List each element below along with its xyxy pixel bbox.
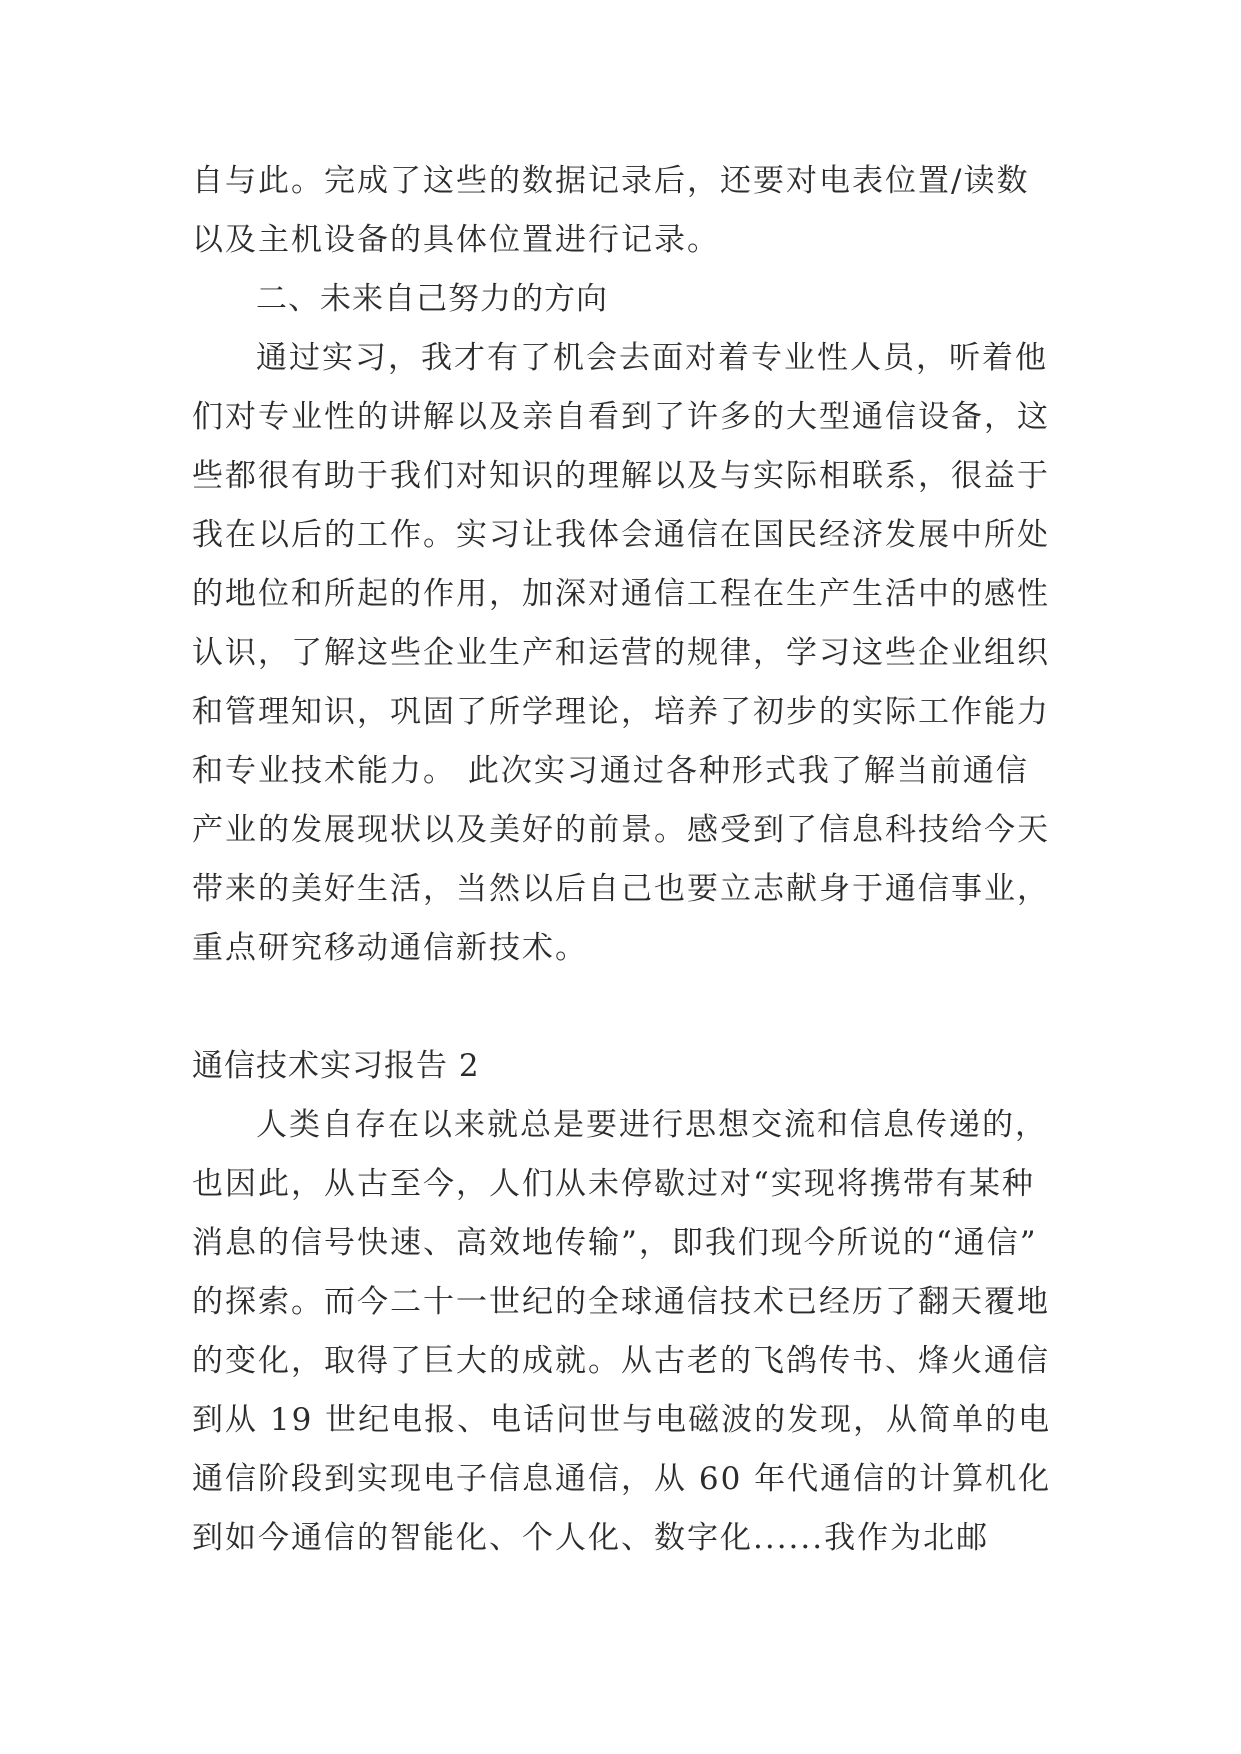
report-title: 通信技术实习报告 2 <box>192 1048 480 1084</box>
text-line: 和专业技术能力。 此次实习通过各种形式我了解当前通信 <box>192 753 1029 789</box>
paragraph-first-line: 人类自存在以来就总是要进行思想交流和信息传递的， <box>256 1107 1048 1143</box>
text-line: 产业的发展现状以及美好的前景。感受到了信息科技给今天 <box>192 812 1050 848</box>
text-line: 和管理知识，巩固了所学理论，培养了初步的实际工作能力 <box>192 694 1050 730</box>
text-line: 带来的美好生活，当然以后自己也要立志献身于通信事业， <box>192 871 1050 907</box>
paragraph-first-line: 通过实习，我才有了机会去面对着专业性人员，听着他 <box>256 340 1048 376</box>
text-line: 到从 19 世纪电报、电话问世与电磁波的发现，从简单的电 <box>192 1402 1052 1438</box>
document-body <box>192 152 1072 1568</box>
text-line: 我在以后的工作。实习让我体会通信在国民经济发展中所处 <box>192 517 1050 553</box>
text-line: 重点研究移动通信新技术。 <box>192 930 588 966</box>
text-line: 认识，了解这些企业生产和运营的规律，学习这些企业组织 <box>192 635 1050 671</box>
text-line: 的变化，取得了巨大的成就。从古老的飞鸽传书、烽火通信 <box>192 1343 1050 1379</box>
paragraph-gap <box>192 978 1072 1037</box>
text-line: 以及主机设备的具体位置进行记录。 <box>192 222 720 258</box>
text-line: 的地位和所起的作用，加深对通信工程在生产生活中的感性 <box>192 576 1050 612</box>
text-line: 通信阶段到实现电子信息通信，从 60 年代通信的计算机化 <box>192 1461 1052 1497</box>
text-line: 消息的信号快速、高效地传输”，即我们现今所说的“通信” <box>192 1225 1038 1261</box>
text-line: 们对专业性的讲解以及亲自看到了许多的大型通信设备，这 <box>192 399 1050 435</box>
text-line: 也因此，从古至今，人们从未停歇过对“实现将携带有某种 <box>192 1166 1035 1202</box>
text-line: 到如今通信的智能化、个人化、数字化......我作为北邮 <box>192 1520 990 1556</box>
text-line: 的探索。而今二十一世纪的全球通信技术已经历了翻天覆地 <box>192 1284 1050 1320</box>
text-line: 些都很有助于我们对知识的理解以及与实际相联系，很益于 <box>192 458 1050 494</box>
text-line: 自与此。完成了这些的数据记录后，还要对电表位置/读数 <box>192 163 1030 199</box>
section-subheading: 二、未来自己努力的方向 <box>256 281 608 317</box>
